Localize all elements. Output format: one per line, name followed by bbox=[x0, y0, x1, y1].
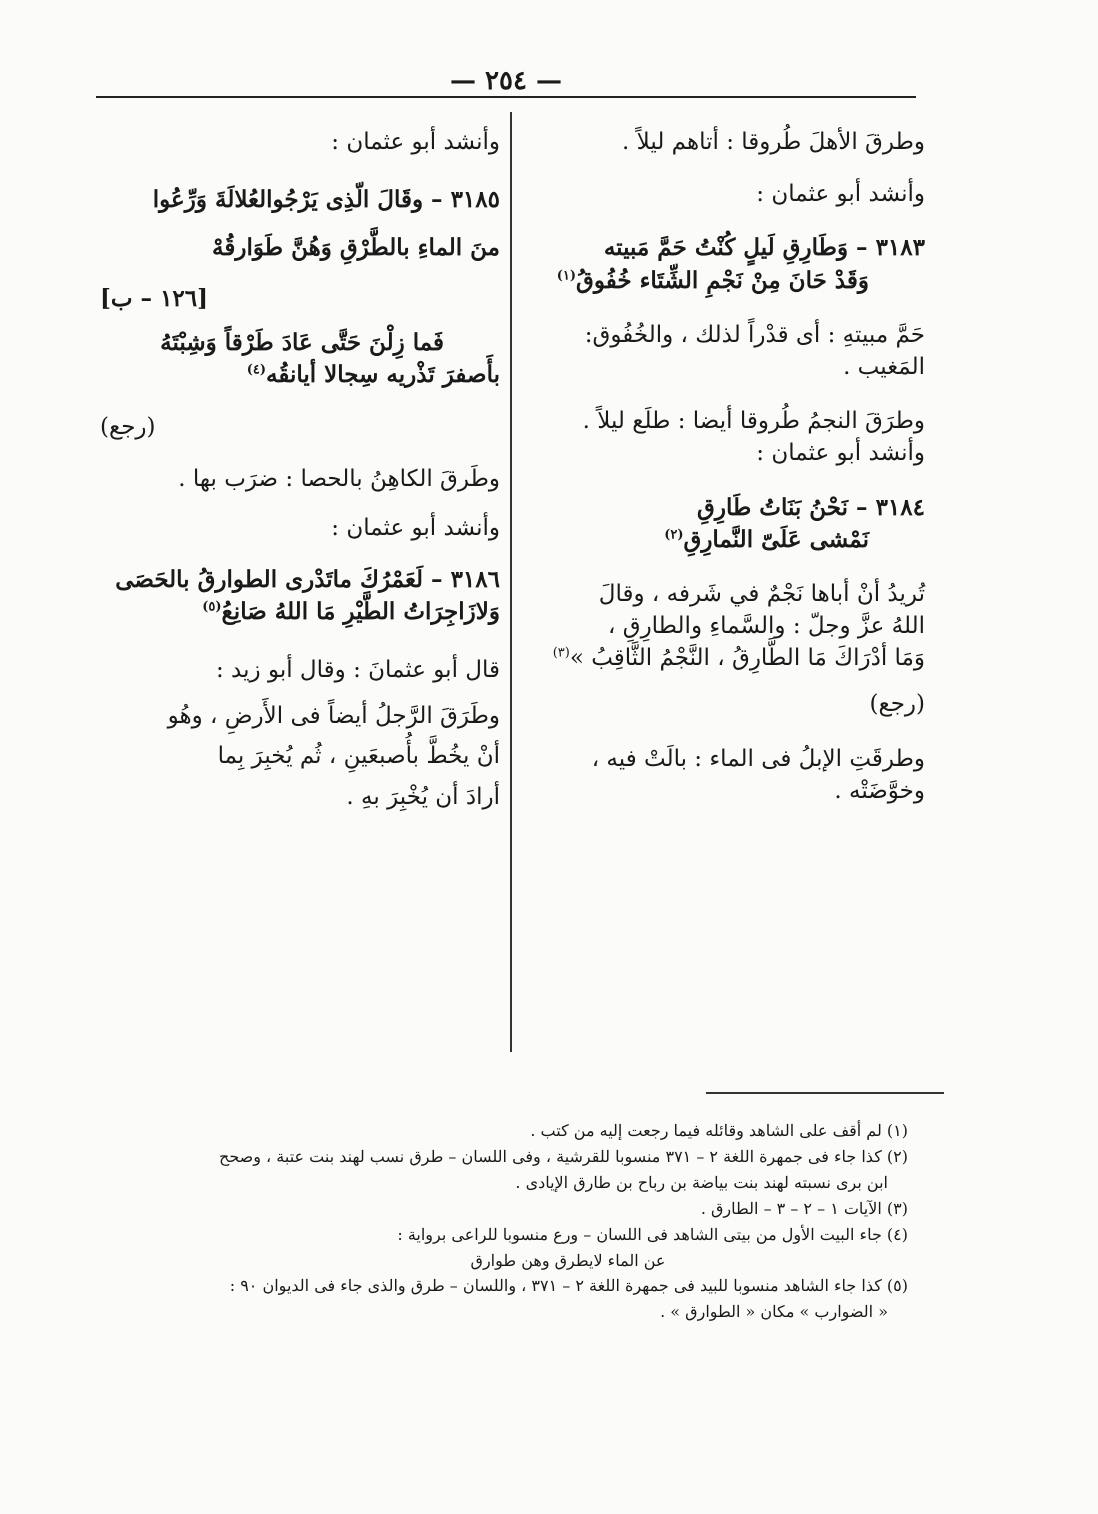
footnote-4-quoted-line: عن الماء لايطرق وهن طوارق bbox=[470, 1250, 666, 1270]
verse-3185: ٣١٨٥ – وقَالَ الّذِى يَرْجُوالعُلالَةَ وَرِّعُوا bbox=[152, 186, 500, 214]
paragraph: وأنشد أبو عثمان : bbox=[756, 440, 925, 467]
page-number: — ٢٥٤ — bbox=[449, 66, 563, 96]
verse-3183-second-hemistich bbox=[530, 265, 925, 297]
verse-text: وَلازَاجِرَاتُ الطَّيْرِ مَا اللهُ صَانِعُ bbox=[221, 597, 500, 625]
footnote-3: (٣) الآيات ١ – ٢ – ٣ – الطارق . bbox=[700, 1198, 908, 1218]
paragraph bbox=[530, 642, 925, 674]
verse-3185-third-line: فَما زِلْنَ حَتَّى عَادَ طَرْقاً وَشِبْتَهُ bbox=[160, 328, 444, 356]
verse-text: وَقَدْ حَانَ مِنْ نَجْمِ الشِّتَاء خُفُوقُ bbox=[576, 266, 869, 294]
footnotes bbox=[108, 1118, 908, 1325]
header-rule bbox=[96, 96, 916, 98]
paragraph: وطرقَتِ الإبلُ فى الماء : بالَتْ فيه ، bbox=[591, 745, 925, 772]
paragraph: وطرَقَ النجمُ طُروقا أيضا : طلَع ليلاً . bbox=[582, 408, 925, 435]
footnote-marker: (١) bbox=[556, 267, 577, 283]
paragraph-text: وَمَا أدْرَاكَ مَا الطَّارِقُ ، النَّجْمُ الثَّاقِبُ » bbox=[569, 645, 925, 672]
paragraph: وأنشد أبو عثمان : bbox=[756, 181, 925, 208]
footnote-marker: (٢) bbox=[664, 527, 684, 543]
verse-3186-second-hemistich bbox=[100, 596, 500, 628]
paragraph: أنْ يخُطَّ بأُصبعَينِ ، ثُم يُخبِرَ بِما bbox=[217, 743, 500, 770]
verse-3184: ٣١٨٤ – نَحْنُ بَنَاتُ طَارِقِ bbox=[697, 493, 925, 521]
return-marker: (رجع) bbox=[100, 414, 156, 441]
footnote-5-continued: « الضوارب » مكان « الطوارق » . bbox=[660, 1302, 888, 1322]
verse-3184-second-hemistich bbox=[530, 524, 925, 556]
footnote-2-continued: ابن برى نسبته لهند بنت بياضة بن رباح بن طارق الإيادى . bbox=[515, 1172, 888, 1192]
footnote-marker: (٥) bbox=[202, 599, 222, 615]
paragraph: اللهُ عزَّ وجلّ : والسَّماءِ والطارِقِ ، bbox=[607, 613, 925, 640]
footnote-5: (٥) كذا جاء الشاهد منسوبا للبيد فى جمهرة اللغة ٢ – ٣٧١ ، واللسان – طرق والذى جاء فى الديوان ٩٠ : bbox=[229, 1276, 908, 1296]
verse-text: بأَصفرَ تَذْريه سِجالا أيانقُه bbox=[265, 360, 500, 388]
footnote-4: (٤) جاء البيت الأول من بيتى الشاهد فى اللسان – ورع منسوبا للراعى برواية : bbox=[397, 1224, 908, 1244]
footnote-marker: (٤) bbox=[246, 362, 266, 378]
paragraph: وطَرقَ الكاهِنُ بالحصا : ضرَب بها . bbox=[178, 466, 500, 493]
paragraph: أرادَ أن يُخْبِرَ بهِ . bbox=[346, 783, 500, 810]
left-column bbox=[100, 126, 500, 813]
paragraph: تُريدُ أنْ أباها نَجْمٌ في شَرفه ، وقالَ bbox=[598, 580, 925, 607]
manuscript-folio-ref: [١٢٦ – ب] bbox=[100, 284, 209, 312]
paragraph: حَمَّ مبيتهِ : أى قدْراً لذلك ، والخُفُوق: bbox=[584, 321, 925, 348]
paragraph: وأنشد أبو عثمان : bbox=[331, 514, 500, 541]
column-divider bbox=[510, 112, 512, 1052]
verse-3186: ٣١٨٦ – لَعَمْرُكَ ماتَدْرى الطوارقُ بالحَصَى bbox=[115, 565, 500, 593]
paragraph: وأنشد أبو عثمان : bbox=[331, 129, 500, 155]
verse-text: نَمْشى عَلَىّ النَّمارِقِ bbox=[683, 525, 869, 553]
paragraph: وطرقَ الأهلَ طُروقا : أتاهم ليلاً . bbox=[622, 129, 925, 155]
verse-3185-second-hemistich: منَ الماءِ بالطَّرْقِ وَهُنَّ طَوَارقُهْ bbox=[212, 234, 500, 262]
footnote-rule bbox=[706, 1092, 944, 1094]
right-column bbox=[530, 126, 925, 807]
paragraph: المَغيب . bbox=[843, 353, 925, 380]
footnote-1: (١) لم أقف على الشاهد وقائله فيما رجعت إليه من كتب . bbox=[530, 1121, 908, 1140]
paragraph: وطَرَقَ الرَّجلُ أيضاً فى الأَرضِ ، وهُو bbox=[167, 703, 500, 730]
paragraph: قال أبو عثمانَ : وقال أبو زيد : bbox=[216, 657, 500, 684]
footnote-marker: (٣) bbox=[552, 645, 570, 661]
verse-3185-fourth-line bbox=[100, 359, 500, 391]
footnote-2: (٢) كذا جاء فى جمهرة اللغة ٢ – ٣٧١ منسوبا للقرشية ، وفى اللسان – طرق نسب لهند بنت عتبة ، وصحح bbox=[218, 1146, 908, 1166]
verse-3183: ٣١٨٣ – وَطَارِقِ لَيلٍ كُنْتُ حَمَّ مَبيته bbox=[603, 234, 925, 262]
paragraph: وخوَّضَتْه . bbox=[834, 777, 925, 804]
return-marker: (رجع) bbox=[869, 691, 925, 718]
